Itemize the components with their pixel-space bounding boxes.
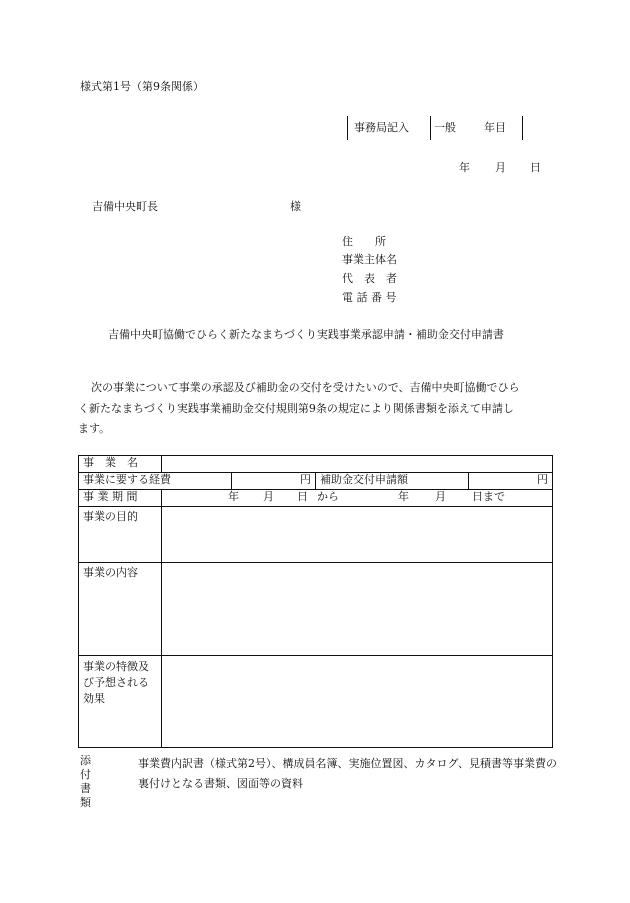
applicant-phone-label: 電 話 番 号	[342, 291, 397, 304]
attachments-label: 添付書類	[80, 754, 91, 809]
attachments-text: 事業費内訳書（様式第2号）、構成員名簿、実施位置図、カタログ、見積書等事業費の裏付けとなる書類、図面等の資料	[138, 757, 558, 790]
table-row	[79, 490, 553, 507]
grant-amount-text: 補助金交付申請額	[320, 473, 408, 486]
content-text: 事業の内容	[83, 566, 138, 579]
office-box-right-border	[522, 116, 523, 140]
body-line: ます。	[78, 422, 111, 435]
date-day: 日	[530, 161, 541, 174]
table-row	[79, 563, 553, 656]
yen-unit: 円	[300, 473, 311, 486]
effects-field[interactable]	[162, 656, 553, 748]
project-period-field[interactable]	[162, 490, 553, 507]
period-start-day: 日	[297, 490, 308, 503]
content-field[interactable]	[162, 563, 553, 656]
purpose-label	[79, 507, 162, 563]
project-cost-field[interactable]	[232, 473, 316, 490]
grant-amount-label	[316, 473, 469, 490]
content-label	[79, 563, 162, 656]
project-cost-text: 事業に要する経費	[83, 473, 171, 486]
period-start-month: 月	[263, 490, 274, 503]
addressee-name: 吉備中央町長	[92, 200, 158, 213]
applicant-entity-label: 事業主体名	[342, 253, 397, 266]
applicant-representative-label: 代 表 者	[342, 272, 397, 285]
period-label	[79, 490, 162, 507]
office-box-year-item: 年目	[484, 121, 506, 134]
application-table	[78, 455, 553, 748]
period-end-month: 月	[435, 490, 446, 503]
date-year: 年	[459, 161, 470, 174]
table-row	[79, 507, 553, 563]
office-box-label: 事務局記入	[354, 121, 409, 134]
effects-text: 事業の特徴及び予想される効果	[83, 660, 149, 705]
office-box-left-border	[347, 116, 348, 140]
office-box-category: 一般	[434, 121, 456, 134]
purpose-text: 事業の目的	[83, 510, 138, 523]
office-box-divider	[430, 116, 431, 140]
period-start-year: 年	[228, 490, 239, 503]
table-row	[79, 656, 553, 748]
grant-amount-field[interactable]	[469, 473, 553, 490]
table-row	[79, 473, 553, 490]
purpose-field[interactable]	[162, 507, 553, 563]
period-label-text: 事 業 期 間	[83, 490, 138, 503]
form-number: 様式第1号（第9条関係）	[80, 80, 204, 93]
applicant-address-label: 住 所	[342, 235, 386, 248]
project-cost-label	[79, 473, 232, 490]
yen-unit: 円	[537, 473, 548, 486]
body-line: 次の事業について事業の承認及び補助金の交付を受けたいので、吉備中央町協働でひら	[91, 381, 520, 394]
addressee-honorific: 様	[290, 200, 301, 213]
body-line: く新たなまちづくり実践事業補助金交付規則第9条の規定により関係書類を添えて申請し	[78, 402, 514, 415]
document-title: 吉備中央町協働でひらく新たなまちづくり実践事業承認申請・補助金交付申請書	[108, 328, 504, 341]
project-name-field[interactable]	[162, 456, 553, 473]
period-end-year: 年	[398, 490, 409, 503]
period-from: から	[317, 490, 339, 503]
date-month: 月	[495, 161, 506, 174]
project-name-text: 事 業 名	[83, 456, 138, 469]
effects-label	[79, 656, 162, 748]
project-name-label	[79, 456, 162, 473]
period-until: 日まで	[472, 490, 505, 503]
table-row	[79, 456, 553, 473]
